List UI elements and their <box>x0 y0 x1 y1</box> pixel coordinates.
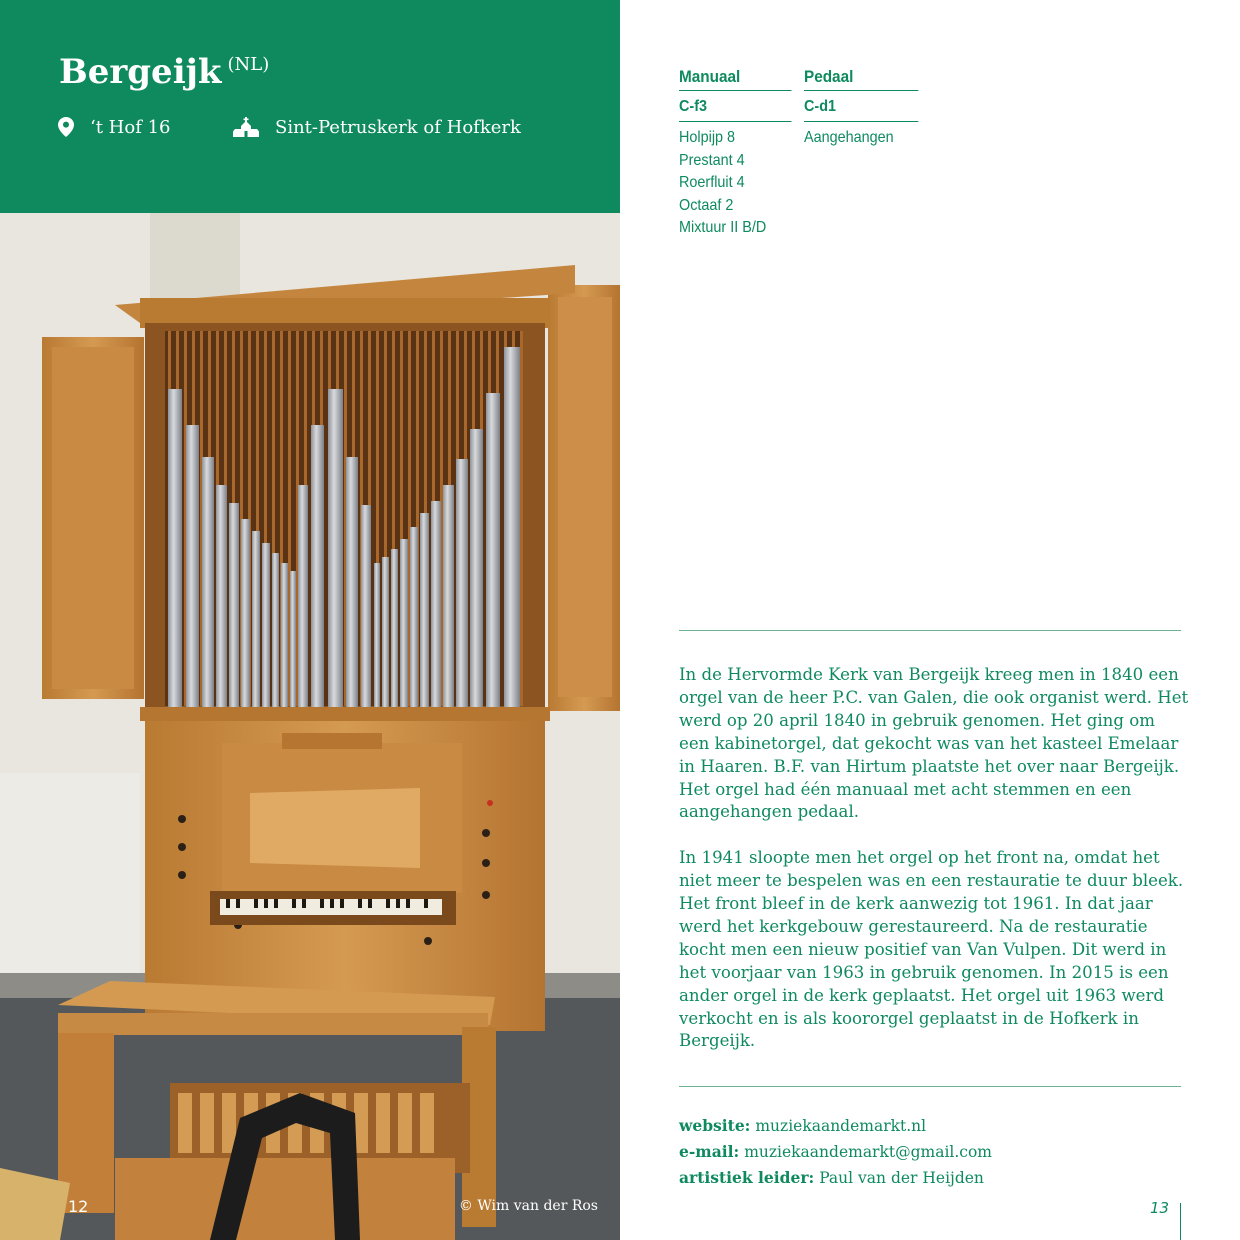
email-link[interactable]: muziekaandemarkt@gmail.com <box>744 1143 992 1161</box>
title-text: Bergeijk <box>59 52 222 92</box>
pedal-stops-list <box>804 122 918 240</box>
page-number-left: 12 <box>68 1197 89 1216</box>
website-link[interactable]: muziekaandemarkt.nl <box>755 1117 927 1135</box>
stop-item: Mixtuur II B/D <box>679 219 767 236</box>
website-line <box>679 1113 1189 1139</box>
address-text: ‘t Hof 16 <box>90 116 171 138</box>
church-icon <box>233 117 259 137</box>
pedal-range: C-d1 <box>804 91 918 122</box>
leader-label: artistiek leider: <box>679 1168 815 1187</box>
pedal-heading: Pedaal <box>804 62 918 91</box>
email-line <box>679 1139 1189 1165</box>
country-code: (NL) <box>227 54 270 75</box>
stops-table <box>679 62 931 240</box>
church-name: Sint-Petruskerk of Hofkerk <box>275 116 521 138</box>
stops-list-row <box>679 122 931 240</box>
page-number-right: 13 <box>1150 1199 1170 1217</box>
manual-range: C-f3 <box>679 91 792 122</box>
manual-heading: Manuaal <box>679 62 792 91</box>
divider-top <box>679 630 1181 631</box>
stop-item: Aangehangen <box>804 129 894 146</box>
photo-credit: © Wim van der Ros <box>458 1198 598 1214</box>
email-label: e-mail: <box>679 1142 740 1161</box>
location-pin-icon <box>58 117 74 137</box>
church-row <box>233 113 521 141</box>
manual-stops-list <box>679 122 792 240</box>
stop-item: Octaaf 2 <box>679 196 734 214</box>
contact-block <box>679 1113 1189 1191</box>
page-number-rule <box>1180 1203 1181 1240</box>
body-text <box>679 664 1189 1076</box>
page-title <box>59 52 269 92</box>
organ-photo <box>0 213 620 1240</box>
leader-name: Paul van der Heijden <box>819 1169 984 1187</box>
stop-item: Holpijp 8 <box>679 129 736 146</box>
leader-line <box>679 1165 1189 1191</box>
stops-header-row <box>679 62 931 91</box>
stop-item: Prestant 4 <box>679 151 745 169</box>
stop-item: Roerfluit 4 <box>679 174 745 191</box>
paragraph: In de Hervormde Kerk van Bergeijk kreeg men in 1840 een orgel van de heer P.C. van Galen, die ook organist werd. Het werd op 20 april 1840 in gebruik genomen. Het ging om een kabinetorgel, dat gekocht was van het kasteel Emelaar in Haaren. B.F. van Hirtum plaatste het over naar Bergeijk. Het orgel had één manuaal met acht stemmen en een aangehangen pedaal. <box>679 665 1189 822</box>
website-label: website: <box>679 1116 751 1135</box>
stops-range-row <box>679 91 931 122</box>
header-band <box>0 0 620 213</box>
divider-bottom <box>679 1086 1181 1087</box>
right-page <box>620 0 1240 1240</box>
address-row <box>58 113 171 141</box>
paragraph: In 1941 sloopte men het orgel op het front na, omdat het niet meer te bespelen was en een restauratie te duur bleek. Het front bleef in de kerk aanwezig tot 1961. In dat jaar werd het kerkgebouw gerestaureerd. Na de restauratie kocht men een nieuw positief van Van Vulpen. Dit werd in het voorjaar van 1963 in gebruik genomen. In 2015 is een ander orgel in de kerk geplaatst. Het orgel uit 1963 werd verkocht en is als koororgel geplaatst in de Hofkerk in Bergeijk. <box>679 848 1184 1051</box>
